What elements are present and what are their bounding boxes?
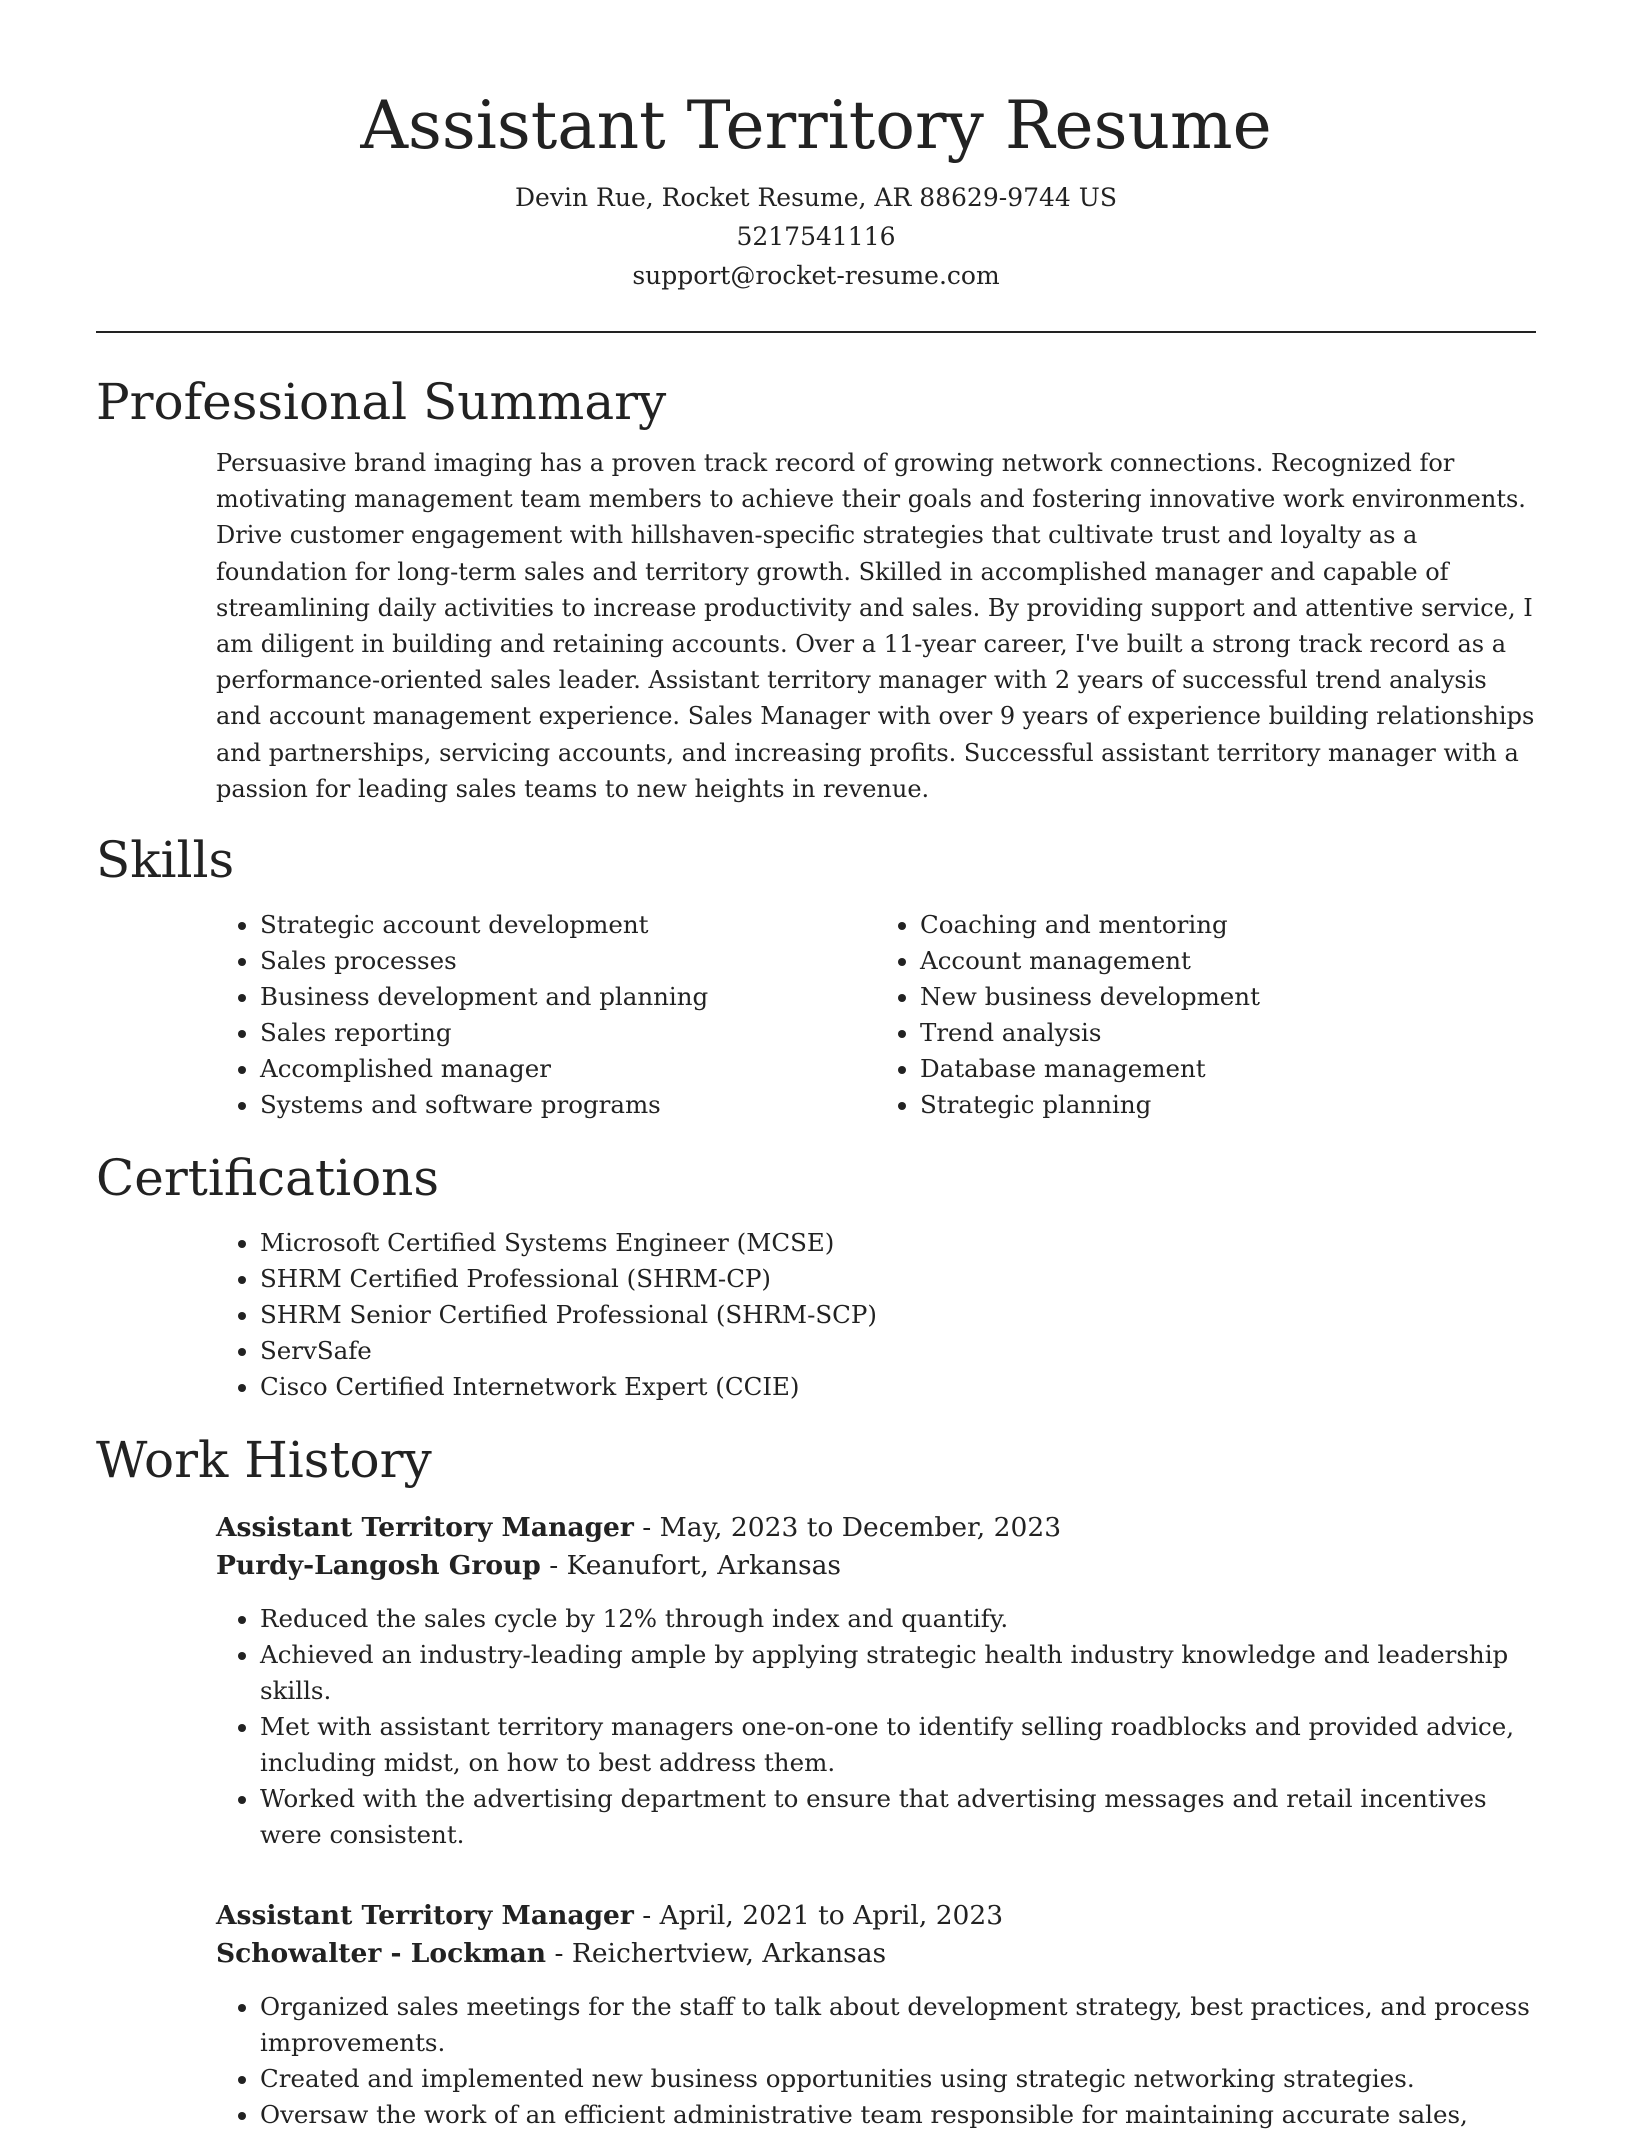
work-history-heading: Work History: [96, 1431, 432, 1490]
resume-header: [96, 0, 1536, 295]
work-history-section: [96, 1427, 1536, 2133]
job-separator: -: [546, 1938, 572, 1970]
job-dates: May, 2023 to December, 2023: [659, 1512, 1062, 1544]
job-bullet: • Oversaw the work of an efficient administrative team responsible for maintaining accurate sales,: [260, 2097, 1536, 2133]
job-bullet: • Met with assistant territory managers one-on-one to identify selling roadblocks and provided advice, including midst, on how to best address them.: [260, 1709, 1536, 1781]
job-company: Schowalter - Lockman: [216, 1938, 547, 1970]
certification-item: • Cisco Certified Internetwork Expert (CCIE): [260, 1369, 1536, 1405]
job-title: Assistant Territory Manager: [216, 1512, 634, 1544]
certifications-section: [96, 1145, 1536, 1405]
certification-item: • Microsoft Certified Systems Engineer (MCSE): [260, 1225, 1536, 1261]
contact-phone: 5217541116: [736, 222, 896, 251]
job-company-line: [216, 1935, 1536, 1973]
job-bullet: • Reduced the sales cycle by 12% through index and quantify.: [260, 1601, 1536, 1637]
skills-heading: Skills: [96, 831, 235, 890]
certifications-heading: Certifications: [96, 1149, 440, 1208]
job-title-line: [216, 1897, 1536, 1935]
certifications-list: [216, 1225, 1536, 1405]
job-company: Purdy-Langosh Group: [216, 1550, 541, 1582]
job-location: Reichertview, Arkansas: [571, 1938, 887, 1970]
skill-item: • Accomplished manager: [260, 1051, 876, 1087]
job-bullet: • Achieved an industry-leading ample by applying strategic health industry knowledge and leadership skills.: [260, 1637, 1536, 1709]
job-title: Assistant Territory Manager: [216, 1900, 634, 1932]
summary-heading: Professional Summary: [96, 373, 667, 431]
job-bullet: • Worked with the advertising department to ensure that advertising messages and retail incentives were consistent.: [260, 1781, 1536, 1853]
skills-right-list: [876, 907, 1536, 1123]
certification-item: • SHRM Senior Certified Professional (SHRM-SCP): [260, 1297, 1536, 1333]
skills-left-list: [216, 907, 876, 1123]
job-bullet: • Organized sales meetings for the staff to talk about development strategy, best practices, and process improvements.: [260, 1989, 1536, 2061]
resume-title: Assistant Territory Resume: [360, 87, 1272, 164]
job-entry: [216, 1897, 1536, 2133]
job-bullets: [216, 1989, 1536, 2133]
certification-item: • ServSafe: [260, 1333, 1536, 1369]
job-title-line: [216, 1509, 1536, 1547]
skill-item: • Sales reporting: [260, 1015, 876, 1051]
skill-item: • Trend analysis: [920, 1015, 1536, 1051]
contact-block: [96, 178, 1536, 295]
header-divider: [96, 331, 1536, 333]
skills-grid: [216, 907, 1536, 1123]
skill-item: • Business development and planning: [260, 979, 876, 1015]
summary-section: [96, 369, 1536, 807]
job-location: Keanufort, Arkansas: [566, 1550, 842, 1582]
job-bullet: • Created and implemented new business opportunities using strategic networking strategies.: [260, 2061, 1536, 2097]
job-company-line: [216, 1547, 1536, 1585]
certification-item: • SHRM Certified Professional (SHRM-CP): [260, 1261, 1536, 1297]
job-separator: -: [633, 1512, 660, 1544]
job-separator: -: [540, 1550, 567, 1582]
skills-section: [96, 827, 1536, 1123]
skill-item: • Sales processes: [260, 943, 876, 979]
job-dates: April, 2021 to April, 2023: [659, 1900, 1004, 1932]
skill-item: • Strategic planning: [920, 1087, 1536, 1123]
contact-address: Devin Rue, Rocket Resume, AR 88629-9744 US: [515, 183, 1117, 212]
job-separator: -: [633, 1900, 660, 1932]
skill-item: • New business development: [920, 979, 1536, 1015]
skill-item: • Database management: [920, 1051, 1536, 1087]
skill-item: • Coaching and mentoring: [920, 907, 1536, 943]
summary-text: Persuasive brand imaging has a proven track record of growing network connections. Recognized for motivating management team members to achieve their goals and fostering innovative work environments. Drive customer engagement with hillshaven-specific strategies that cultivate trust and loyalty as a foundation for long-term sales and territory growth. Skilled in accomplished manager and capable of streamlining daily activities to increase productivity and sales. By providing support and attentive service, I am diligent in building and retaining accounts. Over a 11-year career, I've built a strong track record as a performance-oriented sales leader. Assistant territory manager with 2 years of successful trend analysis and account management experience. Sales Manager with over 9 years of experience building relationships and partnerships, servicing accounts, and increasing profits. Successful assistant territory manager with a passion for leading sales teams to new heights in revenue.: [216, 449, 1535, 803]
resume-page: [96, 0, 1536, 2133]
skill-item: • Systems and software programs: [260, 1087, 876, 1123]
contact-email: support@rocket-resume.com: [632, 261, 1000, 290]
job-bullets: [216, 1601, 1536, 1853]
job-entry: [216, 1509, 1536, 1853]
skill-item: • Strategic account development: [260, 907, 876, 943]
skill-item: • Account management: [920, 943, 1536, 979]
